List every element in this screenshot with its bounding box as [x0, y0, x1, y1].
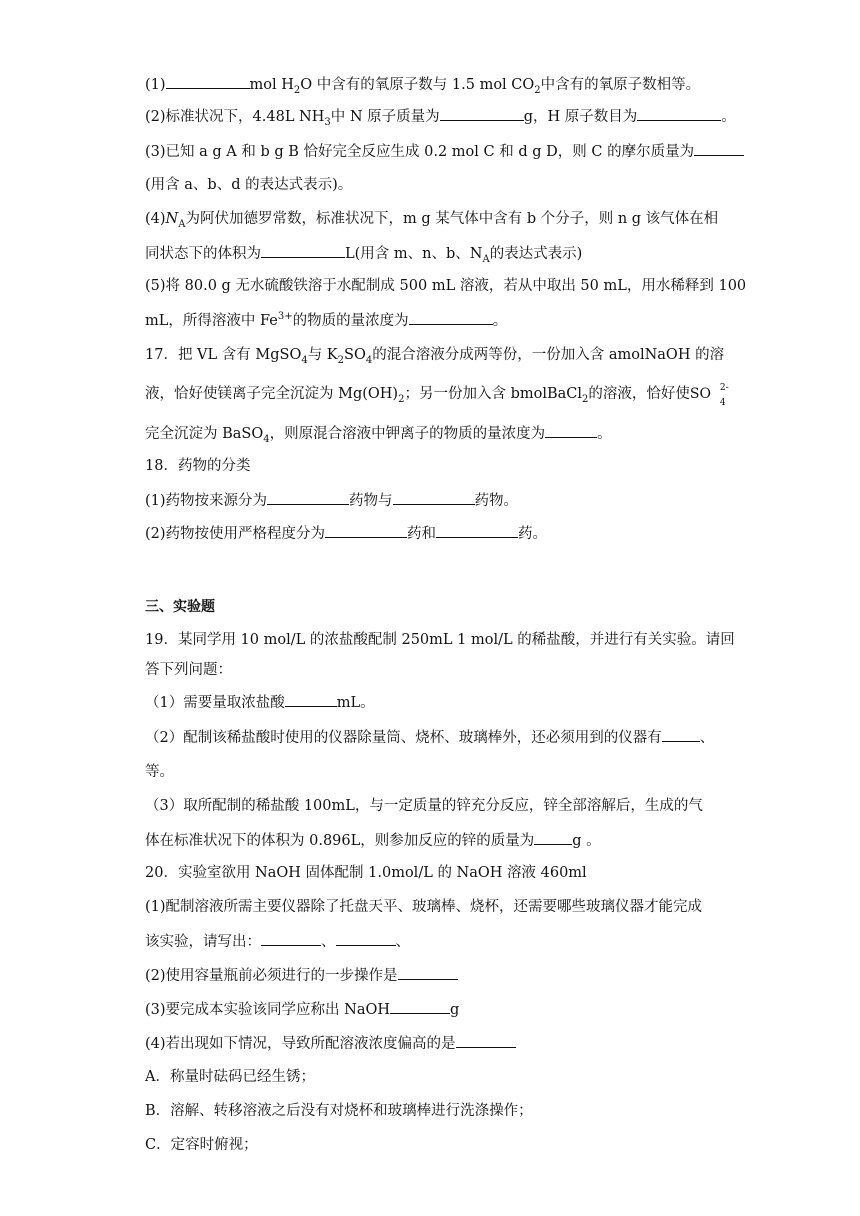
answer-blank[interactable] [440, 106, 524, 121]
question-19-3: （3）取所配制的稀盐酸 100mL，与一定质量的锌充分反应，锌全部溶解后，生成的气 [145, 798, 703, 814]
question-20-3: (3)要完成本实验该同学应称出 NaOH g [145, 999, 459, 1020]
question-16-5: (5)将 80.0 g 无水硫酸铁溶于水配制成 500 mL 溶液，若从中取出 50 mL，用水稀释到 100 [145, 278, 747, 294]
answer-blank[interactable] [436, 523, 518, 538]
question-17: 17．把 VL 含有 MgSO$_4$与 $K_2SO_4$的混合溶液分成两等份，一份加入含 amolNaOH 的溶 [145, 347, 725, 366]
answer-blank[interactable] [545, 423, 597, 438]
option-c: C．定容时俯视； [145, 1137, 258, 1153]
answer-blank[interactable] [166, 74, 250, 89]
answer-blank[interactable] [534, 830, 572, 845]
question-16-3: (3)已知 a g A 和 b g B 恰好完全反应生成 0.2 mol C 和 d g D，则 C 的摩尔质量为 [145, 141, 744, 162]
question-16-5-cont: mL，所得溶液中 $Fe^{3+}$的物质的量浓度为 。 [145, 311, 508, 329]
question-16-4-cont: 同状态下的体积为 L(用含 m、n、b、$N_A$的表达式表示) [145, 243, 582, 264]
answer-blank[interactable] [409, 310, 493, 325]
question-18: 18．药物的分类 [145, 458, 251, 474]
answer-blank[interactable] [390, 999, 450, 1014]
question-16-3-note: (用含 a、b、d 的表达式表示)。 [145, 177, 353, 193]
question-20-2: (2)使用容量瓶前必须进行的一步操作是 [145, 965, 458, 986]
answer-blank[interactable] [285, 692, 337, 707]
answer-blank[interactable] [662, 727, 700, 742]
option-b: B．溶解、转移溶液之后没有对烧杯和玻璃棒进行洗涤操作； [145, 1103, 533, 1119]
question-19: 19．某同学用 10 mol/L 的浓盐酸配制 250mL 1 mol/L 的稀盐酸，并进行有关实验。请回 [145, 632, 735, 648]
question-16-2: (2)标准状况下，4.48L $NH_3$中 N 原子质量为 g，H 原子数目为 。 [145, 106, 736, 127]
section-heading-experiments: 三、实验题 [145, 599, 215, 615]
question-20-1-cont: 该实验，请写出： 、 、 [145, 931, 410, 952]
answer-blank[interactable] [325, 523, 407, 538]
question-20-1: (1)配制溶液所需主要仪器除了托盘天平、玻璃棒、烧杯，还需要哪些玻璃仪器才能完成 [145, 899, 703, 915]
question-19-cont: 答下列问题： [145, 662, 232, 678]
option-a: A．称量时砝码已经生锈； [145, 1069, 315, 1085]
question-19-3-cont: 体在标准状况下的体积为 0.896L，则参加反应的锌的质量为 g 。 [145, 830, 601, 851]
answer-blank[interactable] [398, 965, 458, 980]
answer-blank[interactable] [336, 931, 396, 946]
answer-blank[interactable] [637, 106, 721, 121]
sulfate-ion: SO 2- 4 [689, 383, 729, 408]
answer-blank[interactable] [261, 931, 321, 946]
question-19-1: （1）需要量取浓盐酸 mL。 [145, 692, 375, 713]
question-18-2: (2)药物按使用严格程度分为 药和 药。 [145, 523, 547, 544]
answer-blank[interactable] [456, 1033, 516, 1048]
question-18-1: (1)药物按来源分为 药物与 药物。 [145, 490, 518, 511]
question-19-2: （2）配制该稀盐酸时使用的仪器除量筒、烧杯、玻璃棒外，还必须用到的仪器有 、 [145, 727, 714, 748]
question-16-1: (1) mol $H_2O$ 中含有的氧原子数与 1.5 mol $CO_2$中含有的氧原子数相等。 [145, 74, 700, 95]
question-20: 20．实验室欲用 NaOH 固体配制 1.0mol/L 的 NaOH 溶液 460ml [145, 865, 587, 881]
answer-blank[interactable] [267, 490, 349, 505]
question-17-cont: 液，恰好使镁离子完全沉淀为 $Mg(OH)_2$；另一份加入含 bmolBaCl$_2$的溶液，恰好使SO 2- 4 [145, 383, 729, 408]
answer-blank[interactable] [694, 141, 744, 156]
question-16-4: $(4)N_A$为阿伏加德罗常数，标准状况下，m g 某气体中含有 b 个分子，则 n g 该气体在相 [145, 211, 719, 230]
answer-blank[interactable] [393, 490, 475, 505]
question-17-end: 完全沉淀为 BaSO$_4$，则原混合溶液中钾离子的物质的量浓度为 。 [145, 423, 612, 444]
question-20-4: (4)若出现如下情况，导致所配溶液浓度偏高的是 [145, 1033, 516, 1054]
question-19-2-cont: 等。 [145, 764, 174, 780]
answer-blank[interactable] [261, 243, 345, 258]
